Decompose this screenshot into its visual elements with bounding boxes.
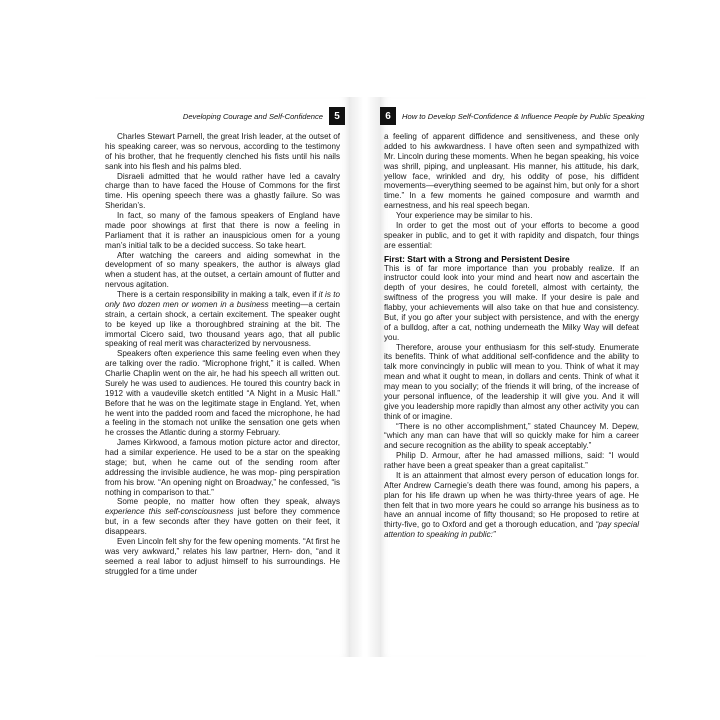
- left-page-header: [105, 107, 345, 125]
- paragraph: There is a certain responsibility in making a talk, even if it is to only two dozen men or women in a business meeting—a certain strain, a certain shock, a certain excitement. The speaker ought to be keyed up like a thoroughbred straining at the bit. The immortal Cicero said, two thousand years ago, that all public speaking of real merit was characterized by nervousness.: [105, 290, 340, 349]
- paragraph: Speakers often experience this same feeling even when they are talking over the radio. “Microphone fright,” it is called. When Charlie Chaplin went on the air, he had his speech all written out. Surely he was used to audiences. He toured this country back in 1912 with a vaudeville sketch entitled “A Night in a Music Hall.” Before that he was on the legitimate stage in England. Yet, when he went into the padded room and faced the microphone, he had a feeling in the stomach not unlike the sensation one gets when he crosses the Atlantic during a stormy February.: [105, 349, 340, 438]
- paragraph: Some people, no matter how often they speak, always experience this self-consciousness just before they commence but, in a few seconds after they have gotten on their feet, it disappears.: [105, 497, 340, 536]
- paragraph: Disraeli admitted that he would rather have led a cavalry charge than to have faced the House of Commons for the first time. His opening speech there was a ghastly failure. So was Sheridan’s.: [105, 171, 340, 211]
- paragraph: In fact, so many of the famous speakers of England have made poor showings at first that there is now a feeling in Parliament that it is rather an inauspicious omen for a young man’s initial talk to be a decided success. So take heart.: [105, 211, 340, 250]
- right-page-number: 6: [380, 107, 396, 125]
- paragraph: This is of far more importance than you probably realize. If an instructor could look into your mind and heart now and ascertain the depth of your desires, he could foretell, almost with certainty, the swiftness of the progress you will make. If your desire is pale and flabby, your achievements will also take on that hue and consistency. But, if you go after your subject with persistence, and with the energy of a bulldog, after a cat, nothing underneath the Milky Way will defeat you.: [384, 263, 639, 342]
- right-page-body: [384, 132, 639, 540]
- book-spread: [95, 97, 646, 657]
- italic-emphasis: experience this self-consciousness: [105, 507, 234, 517]
- paragraph: Charles Stewart Parnell, the great Irish leader, at the outset of his speaking career, was so nervous, according to the testimony of his brother, that he frequently clenched his fists until his nails sank into his flesh and his palms bled.: [105, 132, 340, 171]
- paragraph: Even Lincoln felt shy for the few opening moments. “At first he was very awkward,” relates his law partner, Hern- don, “and it seemed a real labor to adjust himself to his surroundings. He struggled for a time under: [105, 536, 340, 576]
- right-header-title: How to Develop Self-Confidence & Influence People by Public Speaking: [402, 111, 645, 121]
- paragraph: After watching the careers and aiding somewhat in the development of so many speakers, the author is always glad when a student has, at the outset, a certain amount of flutter and nervous agitation.: [105, 250, 340, 290]
- paragraph: In order to get the most out of your efforts to become a good speaker in public, and to get it with rapidity and dispatch, four things are essential:: [384, 220, 639, 250]
- paragraph: “There is no other accomplishment,” stated Chauncey M. Depew, “which any man can have that will so quickly make for him a career and secure recognition as the ability to speak acceptably.”: [384, 421, 639, 451]
- left-page: [95, 97, 350, 657]
- right-page: [380, 97, 646, 657]
- left-header-title: Developing Courage and Self-Confidence: [182, 111, 323, 121]
- book-gutter: [350, 97, 380, 657]
- paragraph: James Kirkwood, a famous motion picture actor and director, had a similar experience. He used to be a star on the speaking stage; but, when he came out of the sending room after addressing the invisible audience, he was mop- ping perspiration from his brow. “An opening night on Broadway,” he confessed, “is nothing in comparison to that.”: [105, 438, 340, 497]
- right-page-header: [380, 107, 646, 125]
- left-page-body: [105, 132, 340, 576]
- paragraph: Philip D. Armour, after he had amassed millions, said: “I would rather have been a great speaker than a great capitalist.”: [384, 451, 639, 470]
- section-heading: First: Start with a Strong and Persistent Desire: [384, 253, 570, 264]
- italic-emphasis: “pay special attention to speaking in public:”: [384, 520, 639, 540]
- paragraph: a feeling of apparent diffidence and sensitiveness, and these only added to his awkwardness. I have often seen and sympathized with Mr. Lincoln during these moments. When he began speaking, his voice was shrill, piping, and unpleasant. His manner, his attitude, his dark, yellow face, wrinkled and dry, his oddity of pose, his diffident movements—everything seemed to be against him, but only for a short time.” In a few moments he gained composure and warmth and earnestness, and his real speech began.: [384, 132, 639, 211]
- paragraph: Your experience may be similar to his.: [396, 211, 533, 220]
- paragraph: Therefore, arouse your enthusiasm for this self-study. Enumerate its benefits. Think of what additional self-confidence and the ability to talk more convincingly in public will mean to you. Think of what it may mean and what it ought to mean, in dollars and cents. Think of what it may mean to you socially; of the friends it will bring, of the increase of your personal influence, of the leadership it will give you. And it will give you leadership more rapidly than almost any other activity you can think of or imagine.: [384, 342, 639, 421]
- left-page-number: 5: [329, 107, 345, 125]
- italic-emphasis: it is to only two dozen men or women in a business: [105, 290, 340, 309]
- paragraph: It is an attainment that almost every person of education longs for. After Andrew Carnegie’s death there was found, among his papers, a plan for his life drawn up when he was thirty-three years of age. He then felt that in two more years he could so arrange his business as to have an annual income of fifty thousand; so He proposed to retire at thirty-five, go to Oxford and get a thorough education, and “pay special attention to speaking in public:”: [384, 470, 639, 540]
